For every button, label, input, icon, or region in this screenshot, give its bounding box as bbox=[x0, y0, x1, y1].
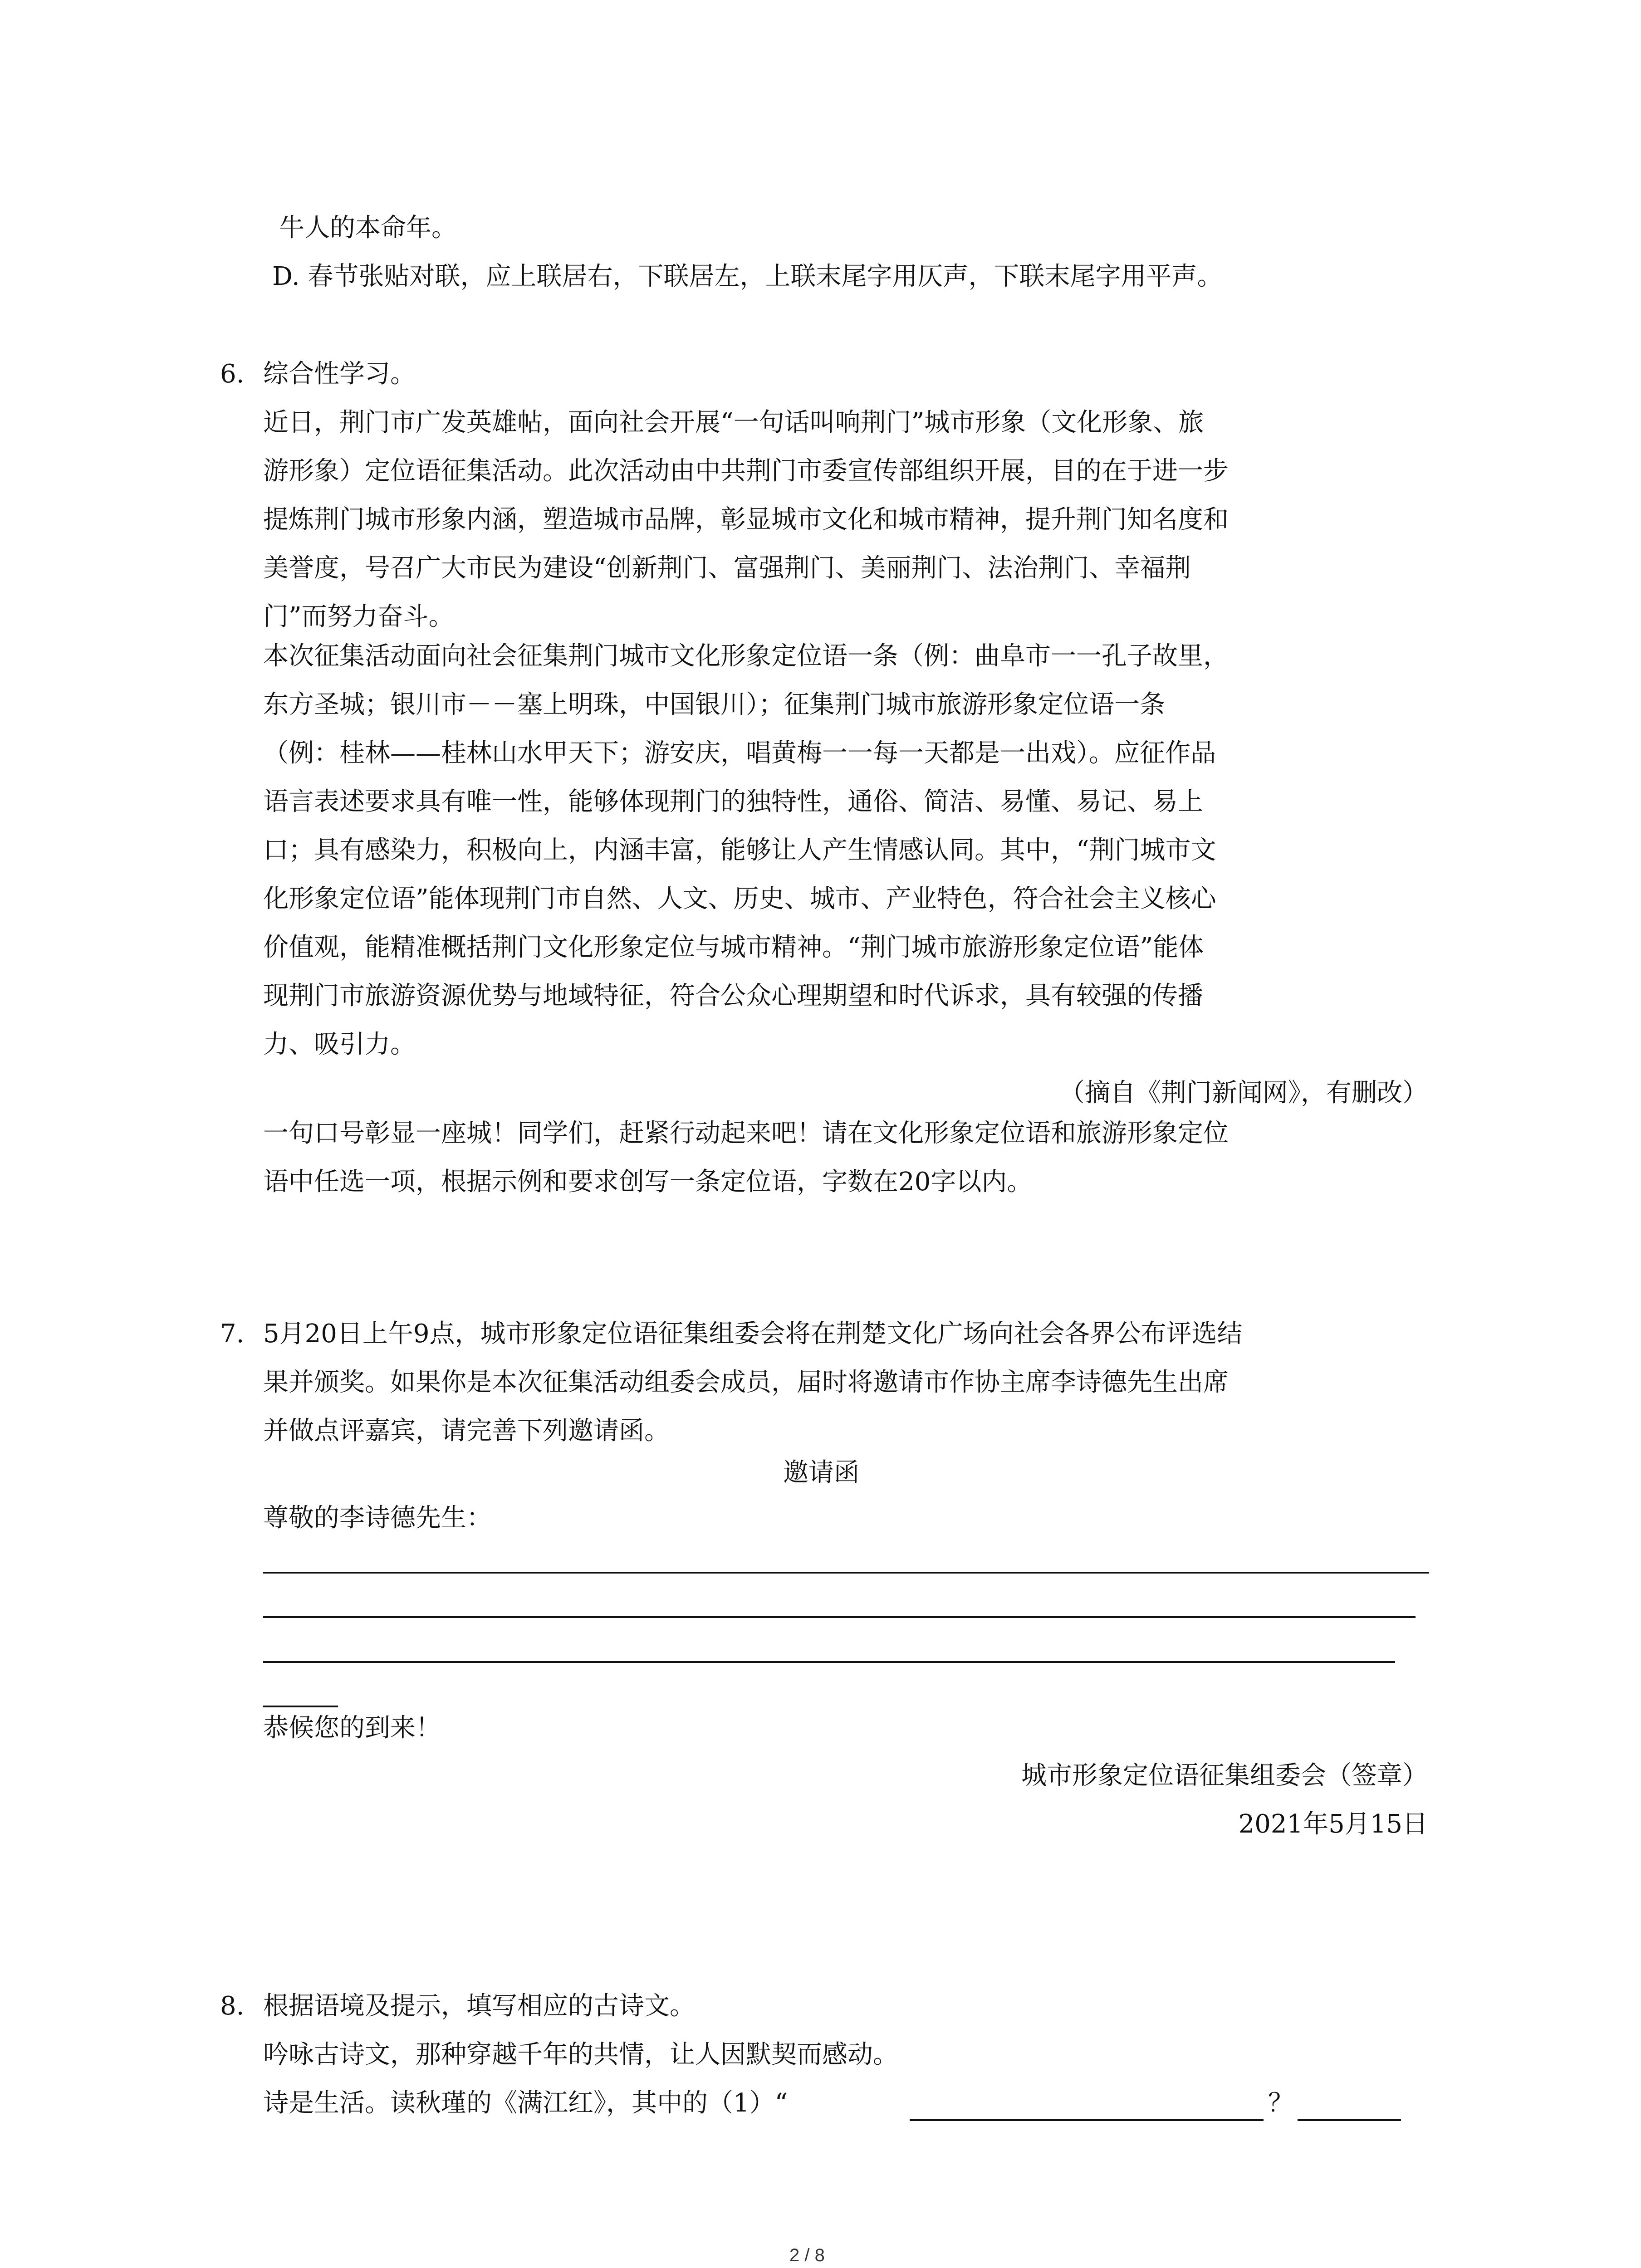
q6-task-line: 语中任选一项，根据示例和要求创写一条定位语，字数在20字以内。 bbox=[263, 1167, 1033, 1197]
q8-question-mark: ？ bbox=[1268, 2088, 1293, 2118]
page-number: 2 / 8 bbox=[789, 2245, 825, 2265]
q7-line: 并做点评嘉宾，请完善下列邀请函。 bbox=[263, 1416, 670, 1446]
prev-option-d: D. 春节张贴对联，应上联居右，下联居左，上联末尾字用仄声，下联末尾字用平声。 bbox=[272, 262, 1223, 291]
q8-line-2-prefix: 诗是生活。读秋瑾的《满江红》，其中的（1）“ bbox=[263, 2088, 788, 2118]
q8-line-1: 吟咏古诗文，那种穿越千年的共情，让人因默契而感动。 bbox=[263, 2040, 898, 2069]
q6-para2-line: （例：桂林——桂林山水甲天下；游安庆，唱黄梅一一每一天都是一出戏）。应征作品 bbox=[263, 738, 1216, 768]
q6-number: 6. bbox=[220, 359, 245, 389]
q6-para1-line: 游形象）定位语征集活动。此次活动由中共荆门市委宣传部组织开展，目的在于进一步 bbox=[263, 456, 1229, 486]
q6-para2-line: 本次征集活动面向社会征集荆门城市文化形象定位语一条（例：曲阜市一一孔子故里， bbox=[263, 641, 1229, 671]
q6-para2-line: 力、吸引力。 bbox=[263, 1030, 416, 1059]
q6-para2-line: 化形象定位语”能体现荆门市自然、人文、历史、城市、产业特色，符合社会主义核心 bbox=[263, 884, 1216, 914]
q8-answer-blank-1[interactable] bbox=[910, 2119, 1264, 2121]
letter-salutation: 尊敬的李诗德先生： bbox=[263, 1503, 492, 1533]
q6-para1-line: 美誉度，号召广大市民为建设“创新荆门、富强荆门、美丽荆门、法治荆门、幸福荆 bbox=[263, 553, 1191, 583]
q6-para1-line: 提炼荆门城市形象内涵，塑造城市品牌，彰显城市文化和城市精神，提升荆门知名度和 bbox=[263, 505, 1229, 534]
q6-para2-line: 东方圣城；银川市－－塞上明珠，中国银川）；征集荆门城市旅游形象定位语一条 bbox=[263, 690, 1165, 719]
q6-para2-line: 价值观，能精准概括荆门文化形象定位与城市精神。“荆门城市旅游形象定位语”能体 bbox=[263, 933, 1204, 962]
q6-task-line: 一句口号彰显一座城！同学们，赶紧行动起来吧！请在文化形象定位语和旅游形象定位 bbox=[263, 1119, 1229, 1148]
q8-title: 根据语境及提示，填写相应的古诗文。 bbox=[263, 1991, 695, 2021]
q6-title: 综合性学习。 bbox=[263, 359, 416, 389]
q6-para2-line: 语言表述要求具有唯一性，能够体现荆门的独特性，通俗、简洁、易懂、易记、易上 bbox=[263, 787, 1203, 816]
letter-body-blank-line-2[interactable] bbox=[263, 1616, 1416, 1618]
q6-para2-line: 口；具有感染力，积极向上，内涵丰富，能够让人产生情感认同。其中，“荆门城市文 bbox=[263, 836, 1216, 865]
prev-option-c-continuation: 牛人的本命年。 bbox=[279, 213, 457, 243]
q6-para1-line: 近日，荆门市广发英雄帖，面向社会开展“一句话叫响荆门”城市形象（文化形象、旅 bbox=[263, 408, 1204, 437]
letter-body-blank-line-4[interactable] bbox=[263, 1706, 338, 1707]
q7-line: 果并颁奖。如果你是本次征集活动组委会成员，届时将邀请市作协主席李诗德先生出席 bbox=[263, 1368, 1229, 1397]
q8-answer-blank-2[interactable] bbox=[1298, 2119, 1401, 2121]
letter-closing: 恭候您的到来！ bbox=[263, 1713, 441, 1743]
q8-number: 8. bbox=[220, 1991, 245, 2021]
letter-signature: 城市形象定位语征集组委会（签章） bbox=[1021, 1761, 1428, 1790]
letter-body-blank-line-3[interactable] bbox=[263, 1661, 1395, 1663]
q7-line: 5月20日上午9点，城市形象定位语征集组委会将在荆楚文化广场向社会各界公布评选结 bbox=[263, 1319, 1243, 1349]
letter-date: 2021年5月15日 bbox=[1238, 1809, 1428, 1839]
q7-number: 7. bbox=[220, 1319, 245, 1349]
letter-body-blank-line-1[interactable] bbox=[263, 1572, 1429, 1574]
letter-title: 邀请函 bbox=[783, 1458, 859, 1487]
q6-para1-line: 门”而努力奋斗。 bbox=[263, 602, 454, 631]
q6-para2-line: 现荆门市旅游资源优势与地域特征，符合公众心理期望和时代诉求，具有较强的传播 bbox=[263, 981, 1203, 1011]
q6-source: （摘自《荆门新闻网》，有删改） bbox=[1059, 1078, 1428, 1108]
